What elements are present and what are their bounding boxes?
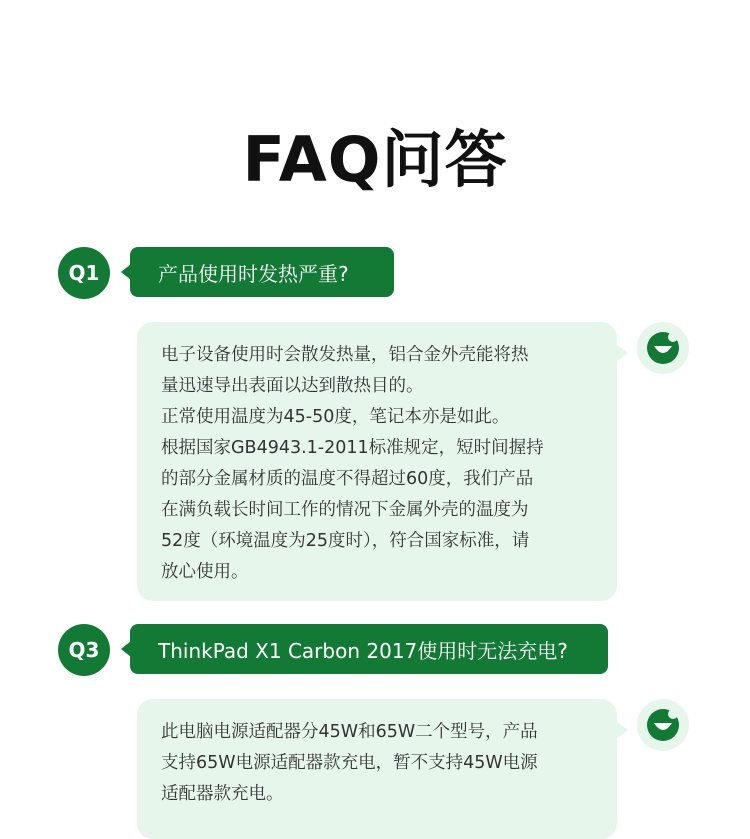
smile-icon [637, 699, 689, 751]
answer-line: 的部分金属材质的温度不得超过60度，我们产品 [161, 469, 534, 489]
answer-line: 在满负载长时间工作的情况下金属外壳的温度为 [161, 500, 529, 520]
q3-badge-label: Q3 [68, 638, 100, 662]
q3-question[interactable] [130, 624, 608, 674]
answer-line: 根据国家GB4943.1-2011标准规定，短时间握持 [161, 438, 544, 458]
page-title: FAQ问答 [242, 123, 508, 196]
answer-line: 电子设备使用时会散发热量，铝合金外壳能将热 [161, 345, 529, 365]
answer-line: 正常使用温度为45-50度，笔记本亦是如此。 [161, 407, 510, 427]
answer-line: 52度（环境温度为25度时），符合国家标准，请 [161, 531, 530, 551]
answer-line: 支持65W电源适配器款充电，暂不支持45W电源 [161, 753, 538, 773]
answer-line: 此电脑电源适配器分45W和65W二个型号，产品 [161, 722, 538, 742]
smile-icon [637, 322, 689, 374]
q3-answer [137, 699, 617, 839]
answer-line: 适配器款充电。 [161, 784, 284, 804]
q1-question[interactable] [130, 247, 394, 297]
q3-badge [58, 624, 110, 676]
q1-question-text: 产品使用时发热严重? [158, 261, 349, 286]
answer-line: 放心使用。 [161, 562, 249, 582]
q1-badge-label: Q1 [68, 261, 100, 285]
answer-line: 量迅速导出表面以达到散热目的。 [161, 376, 424, 396]
q3-question-text: ThinkPad X1 Carbon 2017使用时无法充电? [158, 638, 568, 663]
q1-answer [137, 322, 617, 601]
smile-icon-graphic [645, 707, 681, 743]
q1-badge [58, 247, 110, 299]
smile-icon-graphic [645, 330, 681, 366]
